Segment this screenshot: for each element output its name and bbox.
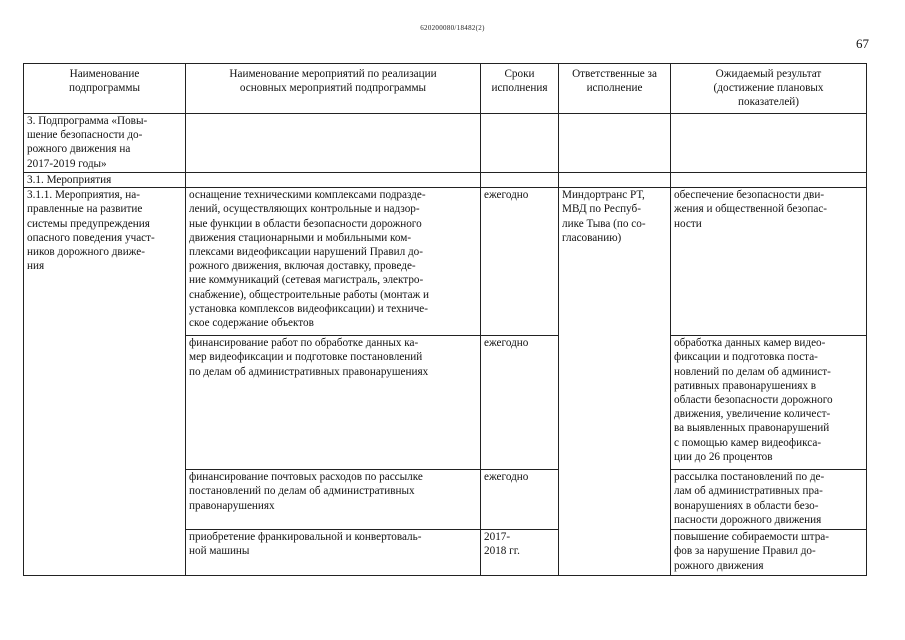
- result-cell: рассылка постановлений по де- лам об административных пра- вонарушениях в области безо- пасности дорожного движения: [671, 470, 867, 530]
- section-title: 3.1. Мероприятия: [24, 173, 186, 188]
- activity-cell: приобретение франкировальной и конвертоваль- ной машины: [186, 530, 481, 576]
- activity-cell: финансирование работ по обработке данных ка- мер видеофиксации и подготовке постановлений по делам об административных правонарушениях: [186, 336, 481, 470]
- empty-cell: [481, 114, 559, 173]
- table-row: [24, 188, 867, 336]
- subprogram-row: [24, 114, 867, 173]
- empty-cell: [671, 173, 867, 188]
- result-cell: повышение собираемости штра- фов за нарушение Правил до- рожного движения: [671, 530, 867, 576]
- subprogram-title: 3. Подпрограмма «Повы- шение безопасности до- рожного движения на 2017-2019 годы»: [24, 114, 186, 173]
- empty-cell: [186, 173, 481, 188]
- header-terms: Сроки исполнения: [481, 64, 559, 114]
- empty-cell: [671, 114, 867, 173]
- header-activities: Наименование мероприятий по реализации основных мероприятий подпрограммы: [186, 64, 481, 114]
- result-cell: обеспечение безопасности дви- жения и общественной безопас- ности: [671, 188, 867, 336]
- activities-table: [23, 63, 867, 576]
- term-cell: ежегодно: [481, 336, 559, 470]
- term-cell: ежегодно: [481, 470, 559, 530]
- table-header-row: [24, 64, 867, 114]
- term-cell: 2017- 2018 гг.: [481, 530, 559, 576]
- responsible-cell: Миндортранс РТ, МВД по Респуб- лике Тыва (по со- гласованию): [559, 188, 671, 576]
- activity-cell: оснащение техническими комплексами подразде- лений, осуществляющих контрольные и надзор- ные функции в области безопасности дорожного движения стационарными и мобильными ком- плексами видеофиксации нарушений Правил до- рожного движения, включая доставку, проведе- ние коммуникаций (сетевая магистраль, электро- снабжение), общестроительные работы (монтаж и установка комплексов видеофиксации) и техниче- ское содержание объектов: [186, 188, 481, 336]
- header-expected-result: Ожидаемый результат (достижение плановых показателей): [671, 64, 867, 114]
- empty-cell: [481, 173, 559, 188]
- document-id: 620200080/18482(2): [420, 24, 485, 32]
- result-cell: обработка данных камер видео- фиксации и подготовка поста- новлений по делам об админист- ративных правонарушениях в области безопасности дорожного движения, увеличение количест- ва выявленных правонарушений с помощью камер видеофикса- ции до 26 процентов: [671, 336, 867, 470]
- measure-name: 3.1.1. Мероприятия, на- правленные на развитие системы предупреждения опасного поведения участ- ников дорожного движе- ния: [24, 188, 186, 576]
- page-number: 67: [856, 36, 869, 51]
- term-cell: ежегодно: [481, 188, 559, 336]
- header-subprogram: Наименование подпрограммы: [24, 64, 186, 114]
- empty-cell: [186, 114, 481, 173]
- activity-cell: финансирование почтовых расходов по рассылке постановлений по делам об административных правонарушениях: [186, 470, 481, 530]
- empty-cell: [559, 114, 671, 173]
- section-row: [24, 173, 867, 188]
- empty-cell: [559, 173, 671, 188]
- header-responsible: Ответственные за исполнение: [559, 64, 671, 114]
